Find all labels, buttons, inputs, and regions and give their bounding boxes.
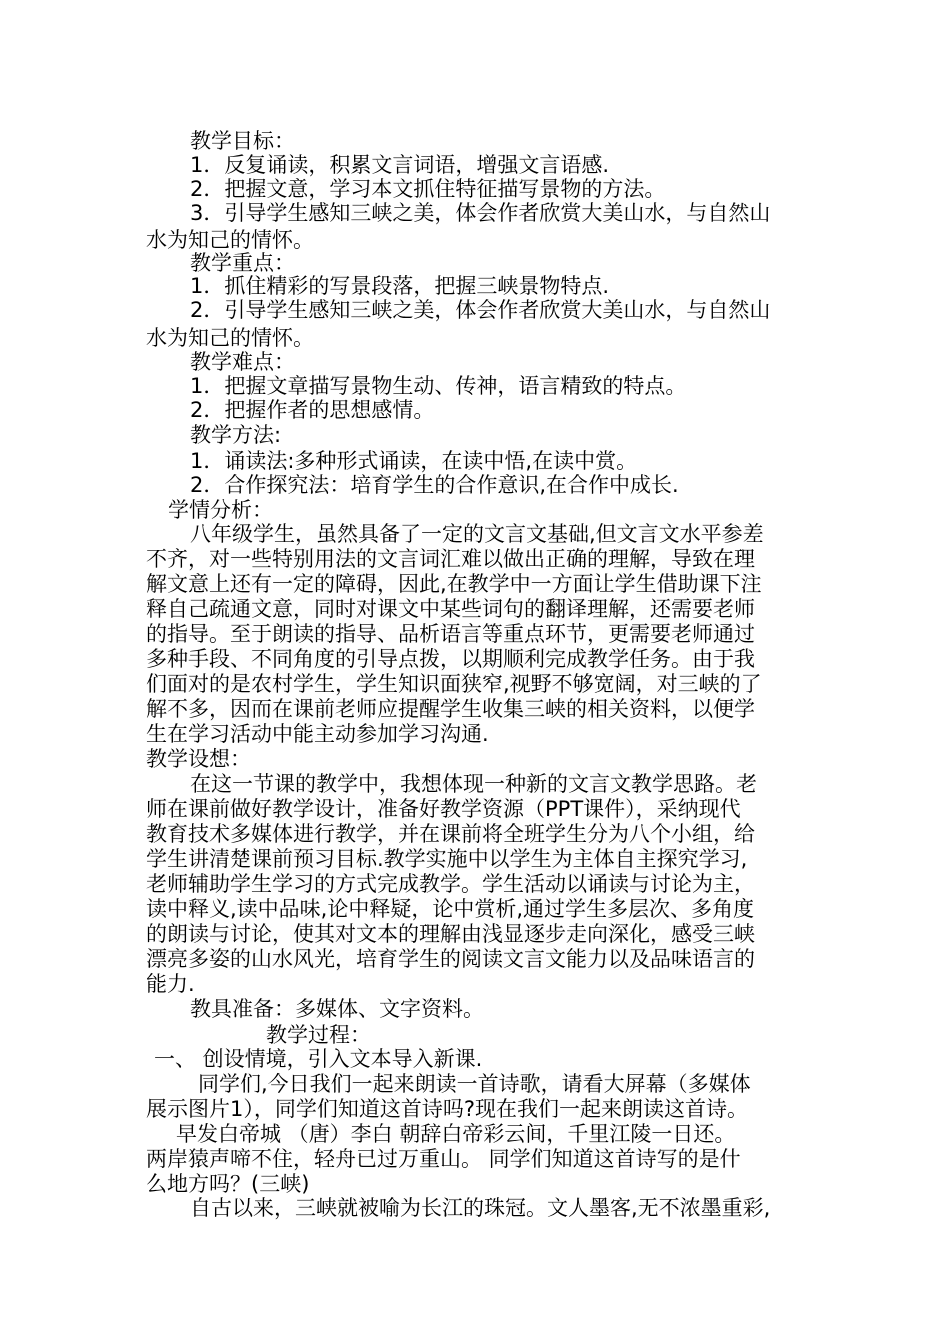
text-line: 的朗读与讨论，使其对文本的理解由浅显逐步走向深化，感受三峡 xyxy=(146,922,755,946)
text-line: 漂亮多姿的山水风光，培育学生的阅读文言文能力以及品味语言的 xyxy=(146,947,755,971)
text-line: 学生讲清楚课前预习目标.教学实施中以学生为主体自主探究学习, xyxy=(146,847,748,871)
text-line: 水为知己的情怀。 xyxy=(146,228,314,252)
text-line: 3．引导学生感知三峡之美，体会作者欣赏大美山水，与自然山 xyxy=(190,201,771,225)
text-line: 1．抓住精彩的写景段落，把握三峡景物特点. xyxy=(190,274,610,298)
text-line: 多种手段、不同角度的引导点拨，以期顺利完成教学任务。由于我 xyxy=(146,647,755,671)
text-line: 生在学习活动中能主动参加学习沟通. xyxy=(146,722,489,746)
text-line: 老师辅助学生学习的方式完成教学。学生活动以诵读与讨论为主， xyxy=(146,872,755,896)
text-line: 在这一节课的教学中，我想体现一种新的文言文教学思路。老 xyxy=(190,772,757,796)
text-line: 1．把握文章描写景物生动、传神，语言精致的特点。 xyxy=(190,374,687,398)
text-line: 的指导。至于朗读的指导、品析语言等重点环节，更需要老师通过 xyxy=(146,622,755,646)
text-line: 读中释义,读中品味,论中释疑，论中赏析,通过学生多层次、多角度 xyxy=(146,897,755,921)
text-line: 们面对的是农村学生，学生知识面狭窄,视野不够宽阔，对三峡的了 xyxy=(146,672,762,696)
text-line: 早发白帝城 （唐）李白 朝辞白帝彩云间，千里江陵一日还。 xyxy=(176,1122,736,1146)
text-line: 教学难点： xyxy=(190,350,295,374)
text-line: 释自己疏通文意，同时对课文中某些词句的翻译理解，还需要老师 xyxy=(146,597,755,621)
text-line: 教学方法: xyxy=(190,423,282,447)
text-line: 解不多，因而在课前老师应提醒学生收集三峡的相关资料，以便学 xyxy=(146,697,755,721)
text-line: 教具准备：多媒体、文字资料。 xyxy=(190,997,484,1021)
text-line: 教育技术多媒体进行教学，并在课前将全班学生分为八个小组，给 xyxy=(146,822,755,846)
text-line: 解文意上还有一定的障碍，因此,在教学中一方面让学生借助课下注 xyxy=(146,572,762,596)
text-line: 2．把握作者的思想感情。 xyxy=(190,398,435,422)
text-line: 教学设想： xyxy=(146,747,251,771)
text-line: 师在课前做好教学设计，准备好教学资源（PPT课件），采纳现代 xyxy=(146,797,741,821)
text-line: 同学们,今日我们一起来朗读一首诗歌，请看大屏幕（多媒体 xyxy=(198,1072,751,1096)
text-line: 1．诵读法:多种形式诵读，在读中悟,在读中赏。 xyxy=(190,449,638,473)
text-line: 一、 创设情境，引入文本导入新课. xyxy=(154,1047,483,1071)
text-line: 不齐，对一些特别用法的文言词汇难以做出正确的理解，导致在理 xyxy=(146,547,755,571)
text-line: 2．合作探究法：培育学生的合作意识,在合作中成长. xyxy=(190,473,679,497)
text-line: 八年级学生，虽然具备了一定的文言文基础,但文言文水平参差 xyxy=(190,522,764,546)
text-line: 两岸猿声啼不住，轻舟已过万重山。 同学们知道这首诗写的是什 xyxy=(146,1147,741,1171)
text-line: 水为知己的情怀。 xyxy=(146,326,314,350)
text-line: 学情分析： xyxy=(168,498,273,522)
text-line: 教学目标： xyxy=(190,129,295,153)
text-line: 么地方吗？(三峡) xyxy=(146,1172,310,1196)
text-line: 展示图片1），同学们知道这首诗吗?现在我们一起来朗读这首诗。 xyxy=(146,1097,749,1121)
text-line: 教学重点： xyxy=(190,251,295,275)
text-line: 能力. xyxy=(146,972,195,996)
text-line: 自古以来，三峡就被喻为长江的珠冠。文人墨客,无不浓墨重彩, xyxy=(190,1196,771,1220)
text-line: 教学过程： xyxy=(266,1023,371,1047)
text-line: 1．反复诵读，积累文言词语，增强文言语感. xyxy=(190,153,610,177)
text-line: 2．把握文意，学习本文抓住特征描写景物的方法。 xyxy=(190,177,666,201)
text-line: 2．引导学生感知三峡之美，体会作者欣赏大美山水，与自然山 xyxy=(190,298,771,322)
